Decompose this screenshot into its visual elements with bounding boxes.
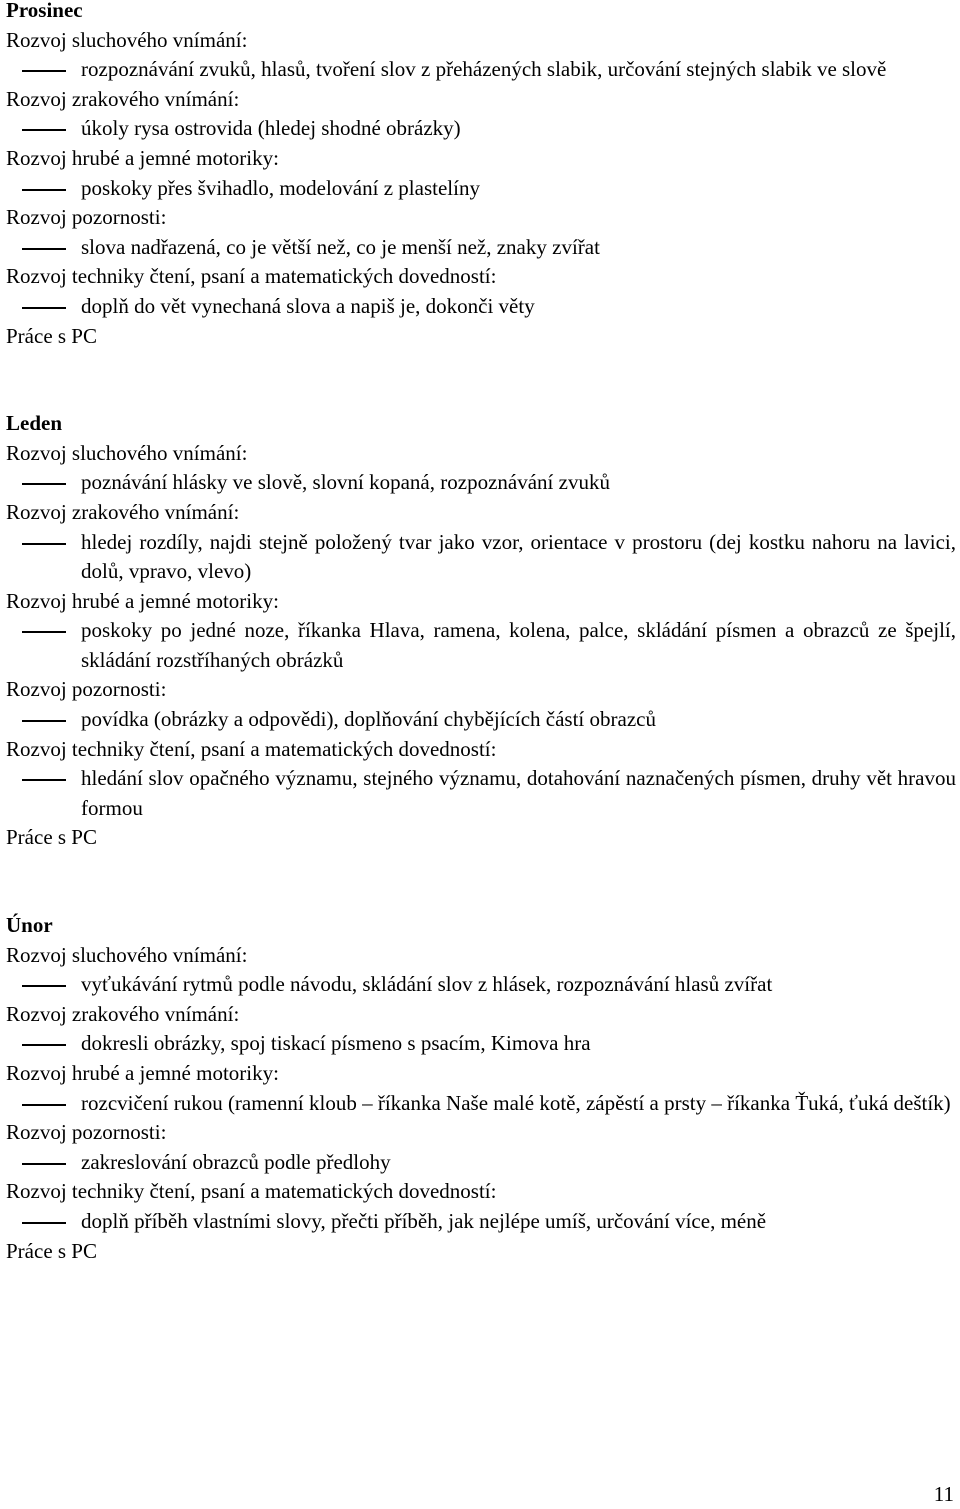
dash-bullet — [22, 970, 66, 1000]
dash-bullet — [22, 114, 66, 144]
month-heading: Leden — [6, 411, 63, 436]
list-item — [6, 468, 956, 498]
list-item — [6, 616, 956, 675]
list-item-text: poskoky přes švihadlo, modelování z plastelíny — [81, 175, 480, 200]
category-label: Rozvoj hrubé a jemné motoriky: — [6, 1061, 279, 1085]
category-label: Rozvoj zrakového vnímání: — [6, 1001, 240, 1026]
category-label: Rozvoj sluchového vnímání: — [6, 27, 248, 52]
category-label: Rozvoj pozornosti: — [6, 205, 167, 230]
month-heading: Prosinec — [6, 0, 83, 22]
dash-bullet — [22, 616, 66, 646]
dash-bullet — [22, 55, 66, 85]
dash-bullet — [22, 528, 66, 558]
dash-bullet — [22, 233, 66, 263]
pc-work-label: Práce s PC — [6, 323, 97, 348]
pc-work-label: Práce s PC — [6, 825, 97, 850]
dash-bullet — [22, 705, 66, 735]
list-item-text: poskoky po jedné noze, říkanka Hlava, ramena, kolena, palce, skládání písmen a obrazců ze špejlí, skládání rozstříhaných obrázků — [81, 618, 956, 672]
category-label: Rozvoj zrakového vnímání: — [6, 86, 240, 111]
list-item — [6, 1029, 956, 1059]
document-page — [6, 0, 956, 1266]
dash-bullet — [22, 1089, 66, 1119]
list-item — [6, 764, 956, 823]
month-heading: Únor — [6, 913, 53, 938]
category-label: Rozvoj hrubé a jemné motoriky: — [6, 588, 279, 613]
list-item-text: rozcvičení rukou (ramenní kloub – říkanka Naše malé kotě, zápěstí a prsty – říkanka Ťuká, ťuká deštík) — [81, 1090, 951, 1115]
section-leden — [6, 409, 956, 853]
category-label: Rozvoj sluchového vnímání: — [6, 440, 248, 465]
list-item-text: úkoly rysa ostrovida (hledej shodné obrázky) — [81, 116, 461, 141]
list-item — [6, 1148, 956, 1178]
category-label: Rozvoj sluchového vnímání: — [6, 942, 248, 967]
dash-bullet — [22, 292, 66, 322]
list-item-text: povídka (obrázky a odpovědi), doplňování chybějících částí obrazců — [81, 707, 656, 732]
list-item-text: slova nadřazená, co je větší než, co je menší než, znaky zvířat — [81, 234, 600, 259]
list-item — [6, 114, 956, 144]
list-item — [6, 233, 956, 263]
list-item — [6, 55, 956, 85]
category-label: Rozvoj pozornosti: — [6, 1120, 167, 1145]
list-item-text: rozpoznávání zvuků, hlasů, tvoření slov z přeházených slabik, určování stejných slabik ve slově — [81, 57, 887, 82]
pc-work-label: Práce s PC — [6, 1238, 97, 1263]
list-item — [6, 174, 956, 204]
category-label: Rozvoj zrakového vnímání: — [6, 499, 240, 524]
category-label: Rozvoj techniky čtení, psaní a matematických dovedností: — [6, 264, 497, 289]
category-label: Rozvoj techniky čtení, psaní a matematických dovedností: — [6, 1179, 497, 1204]
list-item-text: zakreslování obrazců podle předlohy — [81, 1149, 391, 1174]
category-label: Rozvoj pozornosti: — [6, 677, 167, 702]
dash-bullet — [22, 174, 66, 204]
dash-bullet — [22, 1207, 66, 1237]
list-item-text: poznávání hlásky ve slově, slovní kopaná, rozpoznávání zvuků — [81, 470, 610, 495]
category-label: Rozvoj hrubé a jemné motoriky: — [6, 145, 279, 170]
list-item-text: dokresli obrázky, spoj tiskací písmeno s psacím, Kimova hra — [81, 1031, 591, 1056]
list-item — [6, 528, 956, 587]
section-prosinec — [6, 0, 956, 351]
list-item — [6, 1089, 956, 1119]
list-item — [6, 705, 956, 735]
dash-bullet — [22, 1029, 66, 1059]
list-item-text: doplň do vět vynechaná slova a napiš je, dokonči věty — [81, 293, 535, 318]
list-item-text: vyťukávání rytmů podle návodu, skládání slov z hlásek, rozpoznávání hlasů zvířat — [81, 972, 773, 997]
dash-bullet — [22, 468, 66, 498]
category-label: Rozvoj techniky čtení, psaní a matematických dovedností: — [6, 736, 497, 761]
list-item — [6, 970, 956, 1000]
list-item-text: hledej rozdíly, najdi stejně položený tvar jako vzor, orientace v prostoru (dej kostku nahoru na lavici, dolů, vpravo, vlevo) — [81, 529, 956, 584]
list-item — [6, 1207, 956, 1237]
list-item — [6, 292, 956, 322]
page-number: 11 — [933, 1482, 954, 1506]
section-unor — [6, 911, 956, 1266]
dash-bullet — [22, 1148, 66, 1178]
list-item-text: hledání slov opačného významu, stejného významu, dotahování naznačených písmen, druhy vět hravou formou — [81, 766, 956, 820]
dash-bullet — [22, 764, 66, 794]
list-item-text: doplň příběh vlastními slovy, přečti příběh, jak nejlépe umíš, určování více, méně — [81, 1208, 767, 1233]
